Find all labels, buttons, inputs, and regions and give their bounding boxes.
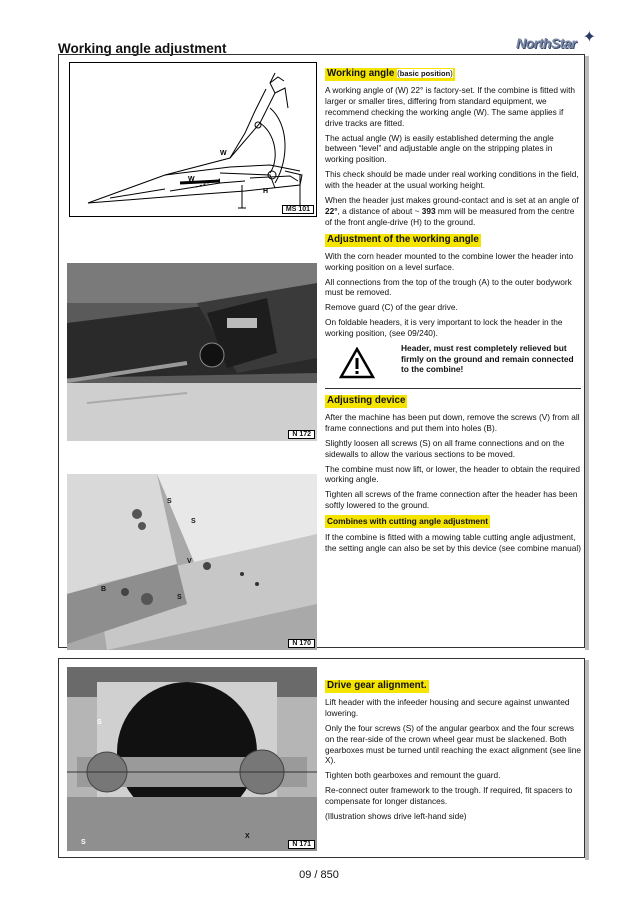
paragraph: The combine must now lift, or lower, the header to obtain the required working angle. — [325, 463, 581, 485]
paragraph: The actual angle (W) is easily established determing the angle between “level” and adjustable angle on the stripping plates in working position. — [325, 132, 554, 165]
gearbox-alignment-photo — [67, 667, 317, 851]
callout-v: V — [187, 558, 192, 565]
header-photo — [67, 263, 317, 441]
warning-notice — [325, 343, 581, 389]
callout-w: W — [220, 150, 227, 157]
header-side-view-diagram — [70, 63, 317, 217]
callout-s: S — [167, 498, 172, 505]
paragraph: Tighten both gearboxes and remount the guard. — [325, 770, 501, 781]
paragraph: If the combine is fitted with a mowing table cutting angle adjustment, the setting angle can also be set by this device (see combine manual) — [325, 532, 581, 553]
paragraph: (Illustration shows drive left-hand side) — [325, 811, 467, 822]
paragraph: Remove guard (C) of the gear drive. — [325, 302, 458, 313]
paragraph: Lift header with the infeeder housing and secure against unwanted lowering. — [325, 696, 570, 718]
figure-label: N 171 — [288, 840, 315, 849]
instructions-column — [325, 680, 581, 826]
paragraph: After the machine has been put down, remove the screws (V) from all frame connections and put them into holes (B). — [325, 411, 580, 433]
section-heading: Drive gear alignment. — [327, 680, 427, 691]
paragraph: A working angle of (W) 22° is factory-set. If the combine is fitted with larger or smaller tires, differing from standard equipment, we recommend checking the working angle (W). The same applies if drive tracks are fitted. — [325, 84, 576, 128]
drive-gear-photo — [67, 667, 317, 851]
callout-s: S — [177, 594, 182, 601]
warning-icon — [339, 347, 375, 379]
callout-s: S — [81, 839, 86, 846]
section-heading: Adjusting device — [327, 395, 406, 407]
section-heading: Working angle (basic position) — [327, 68, 453, 79]
callout-s: S — [97, 719, 102, 726]
corn-header-photo — [67, 263, 317, 441]
paragraph: Tighten all screws of the frame connection after the header has been softly lowered to the ground. — [325, 489, 578, 511]
callout-x: X — [245, 833, 250, 840]
warning-text: Header, must rest completely relieved but firmly on the ground and remain connected to the combine! — [401, 343, 574, 375]
star-icon: ✦ — [582, 29, 596, 46]
paragraph: With the corn header mounted to the combine lower the header into working position on a level surface. — [325, 250, 574, 272]
paragraph: On foldable headers, it is very important to lock the header in the working position, (see 09/240). — [325, 317, 563, 339]
logo-text: NorthStar — [516, 35, 577, 51]
frame-connection-photo — [67, 474, 317, 650]
instructions-column — [325, 68, 581, 558]
callout-w: W — [188, 176, 195, 183]
callout-b: B — [101, 586, 107, 593]
figure-label: N 170 — [288, 639, 315, 648]
box-shadow — [585, 660, 589, 860]
header-angle-drawing — [69, 62, 317, 217]
paragraph: When the header just makes ground-contact and is set at an angle of 22°, a distance of about ~ 393 mm will be measured from the centre of the front angle-drive (H) to the ground. — [325, 195, 579, 227]
figure-label: N 172 — [288, 430, 315, 439]
box-shadow — [585, 56, 589, 650]
paragraph: Re-connect outer framework to the trough. If required, fit spacers to compensate for longer distances. — [325, 785, 573, 807]
sub-heading: Combines with cutting angle adjustment — [327, 516, 488, 527]
callout-h: H — [263, 188, 269, 195]
paragraph: Slightly loosen all screws (S) on all frame connections and on the sidewalls to allow the various sections to be moved. — [325, 437, 565, 459]
callout-s: S — [191, 518, 196, 525]
page-number: 09 / 850 — [299, 869, 339, 881]
paragraph: All connections from the top of the trough (A) to the outer bodywork must be removed. — [325, 276, 572, 298]
figure-label: MS 101 — [282, 205, 314, 214]
section-heading: Adjustment of the working angle — [327, 233, 479, 245]
paragraph: Only the four screws (S) of the angular gearbox and the four screws on the rear-side of the crown wheel gear must be slackened. Both gearboxes must be turned until reaching the exact alignment (see line X). — [325, 722, 581, 766]
adjusting-device-photo — [67, 474, 317, 650]
page-title: Working angle adjustment — [58, 41, 227, 56]
paragraph: This check should be made under real working conditions in the field, with the header at the usual working height. — [325, 169, 579, 191]
